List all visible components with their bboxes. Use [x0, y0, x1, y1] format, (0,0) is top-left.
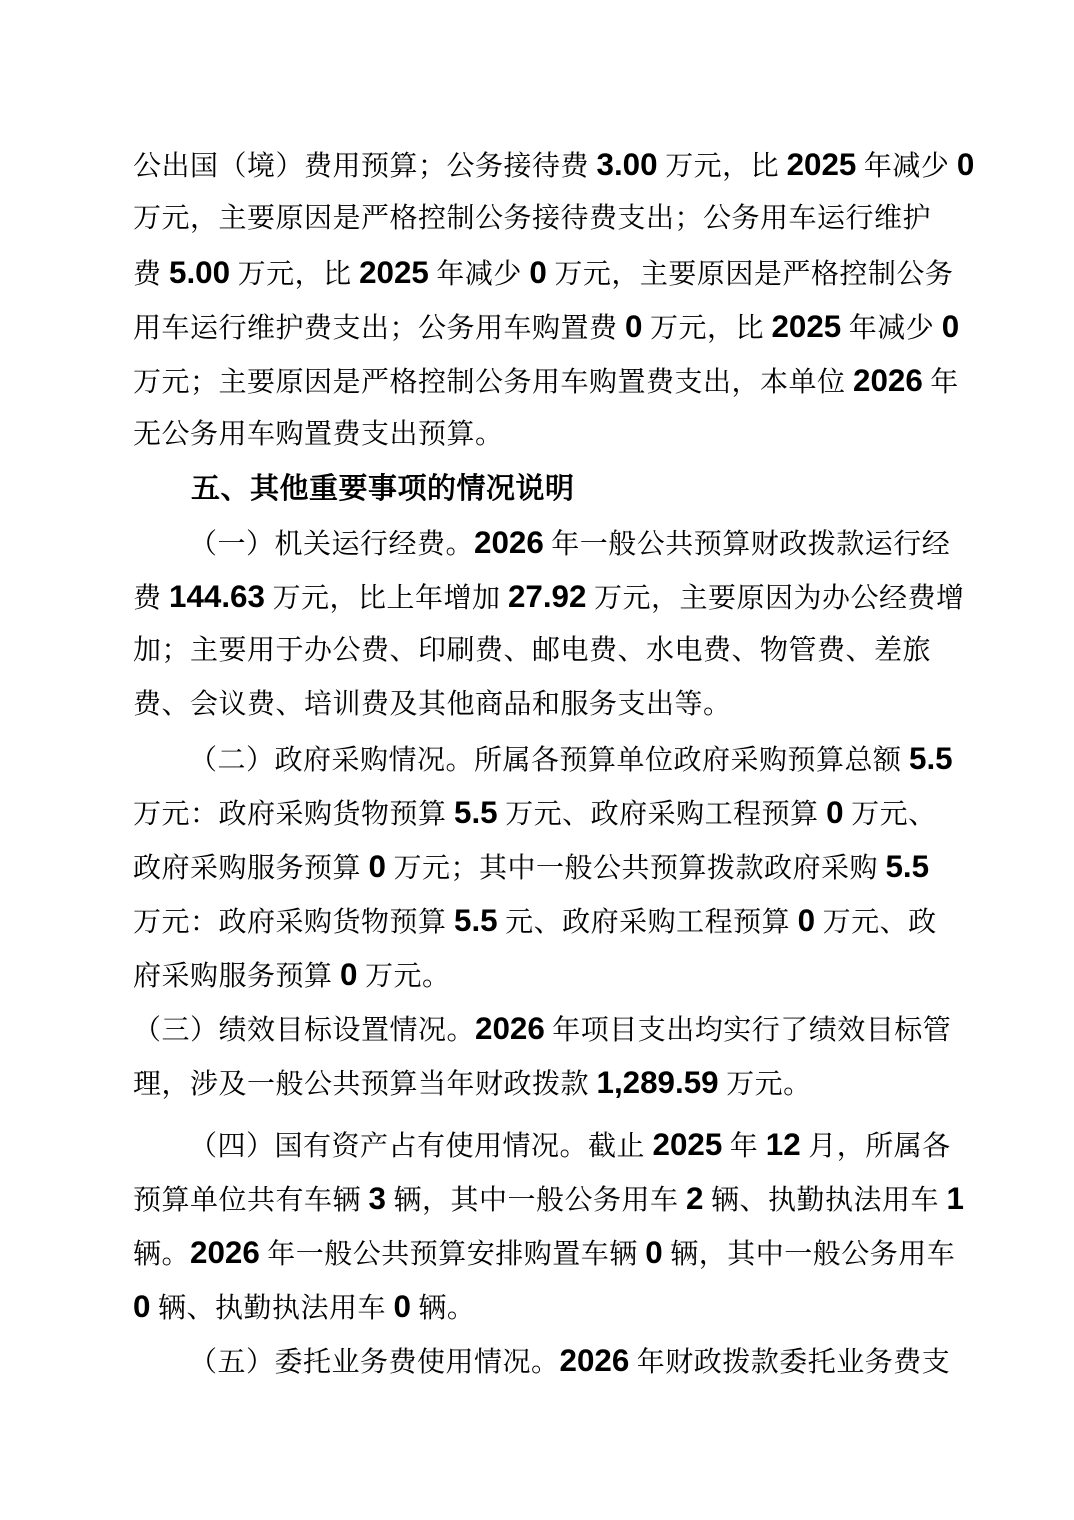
text-line: （二）政府采购情况。所属各预算单位政府采购预算总额 5.5	[189, 741, 953, 776]
text-line: （四）国有资产占有使用情况。截止 2025 年 12 月，所属各	[189, 1127, 951, 1162]
section-heading: 五、其他重要事项的情况说明	[191, 473, 575, 505]
text-line: 用车运行维护费支出；公务用车购置费 0 万元，比 2025 年减少 0	[133, 309, 960, 344]
paragraph-government-procurement	[133, 732, 961, 1002]
text-line: 万元，主要原因是严格控制公务接待费支出；公务用车运行维护	[133, 203, 932, 234]
text-line: 无公务用车购置费支出预算。	[133, 419, 504, 450]
section-five-heading-block	[133, 462, 961, 516]
text-line: 政府采购服务预算 0 万元；其中一般公共预算拨款政府采购 5.5	[133, 849, 930, 884]
text-line: （三）绩效目标设置情况。2026 年项目支出均实行了绩效目标管	[133, 1011, 952, 1046]
text-line: 费 5.00 万元，比 2025 年减少 0 万元，主要原因是严格控制公务	[133, 255, 954, 290]
text-line: 万元：政府采购货物预算 5.5 万元、政府采购工程预算 0 万元、	[133, 795, 937, 830]
text-line: 理，涉及一般公共预算当年财政拨款 1,289.59 万元。	[133, 1065, 812, 1100]
paragraph-performance-targets	[133, 1002, 961, 1110]
paragraph-agency-operating-costs	[133, 516, 965, 732]
text-line: 府采购服务预算 0 万元。	[133, 957, 451, 992]
text-line: 费、会议费、培训费及其他商品和服务支出等。	[133, 689, 732, 720]
text-line: 0 辆、执勤执法用车 0 辆。	[133, 1289, 476, 1324]
text-line: 万元；主要原因是严格控制公务用车购置费支出，本单位 2026 年	[133, 363, 959, 398]
text-line: 预算单位共有车辆 3 辆，其中一般公务用车 2 辆、执勤执法用车 1	[133, 1181, 964, 1216]
text-line: 费 144.63 万元，比上年增加 27.92 万元，主要原因为办公经费增	[133, 579, 965, 614]
paragraph-three-public-funds-continued	[133, 138, 975, 462]
text-line: 辆。2026 年一般公共预算安排购置车辆 0 辆，其中一般公务用车	[133, 1235, 956, 1270]
text-line: 加；主要用于办公费、印刷费、邮电费、水电费、物管费、差旅	[133, 635, 932, 666]
text-line: 万元：政府采购货物预算 5.5 元、政府采购工程预算 0 万元、政	[133, 903, 937, 938]
paragraph-entrusted-services	[133, 1334, 961, 1388]
text-line: （五）委托业务费使用情况。2026 年财政拨款委托业务费支	[189, 1343, 951, 1378]
text-line: 公出国（境）费用预算；公务接待费 3.00 万元，比 2025 年减少 0	[133, 147, 975, 182]
text-line: （一）机关运行经费。2026 年一般公共预算财政拨款运行经	[189, 525, 951, 560]
document-content	[133, 138, 975, 1388]
paragraph-state-assets	[133, 1118, 964, 1334]
